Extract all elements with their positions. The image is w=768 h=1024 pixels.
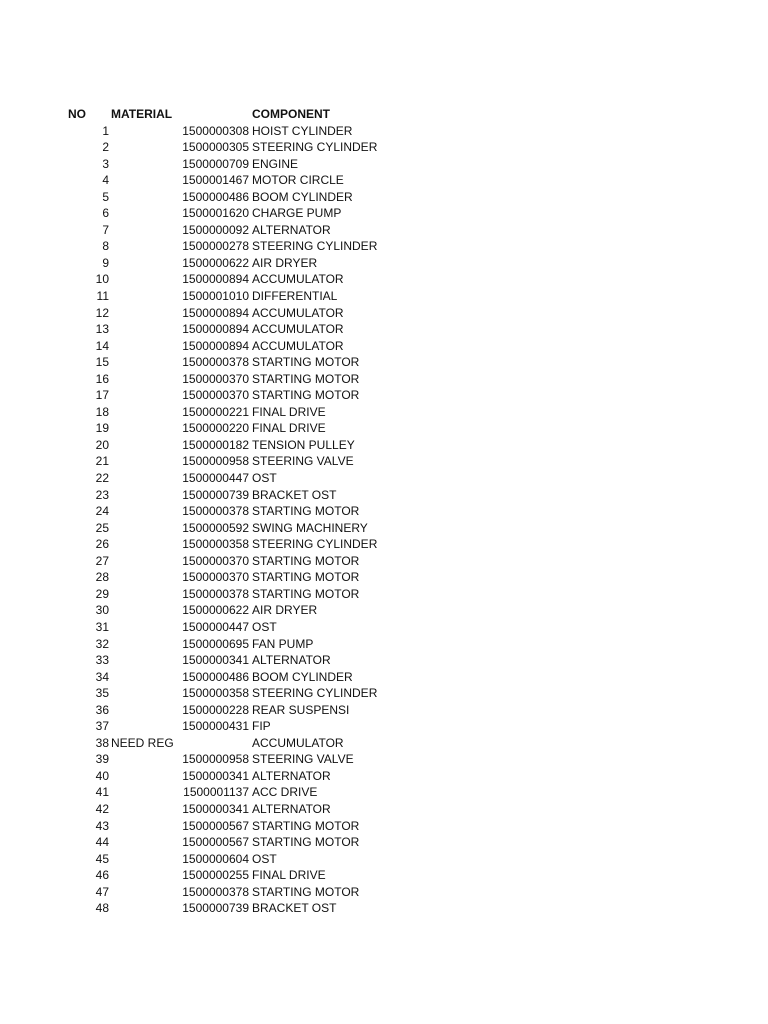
row-number: 10: [95, 272, 109, 287]
row-number: 21: [95, 454, 109, 469]
row-number: 25: [95, 520, 109, 535]
row-number: 36: [95, 702, 109, 717]
component-name: ALTERNATOR: [252, 801, 331, 816]
material-code: 1500000221: [182, 404, 249, 419]
component-name: ALTERNATOR: [252, 222, 331, 237]
table-row: [0, 851, 768, 868]
table-row: [0, 751, 768, 768]
material-code: 1500000567: [182, 835, 249, 850]
table-row: [0, 652, 768, 669]
row-number: 17: [95, 388, 109, 403]
row-number: 4: [102, 173, 109, 188]
component-name: FINAL DRIVE: [252, 421, 326, 436]
component-name: FINAL DRIVE: [252, 868, 326, 883]
table-row: [0, 470, 768, 487]
row-number: 45: [95, 851, 109, 866]
material-code: 1500000092: [182, 222, 249, 237]
material-code: 1500000308: [182, 123, 249, 138]
component-name: OST: [252, 471, 277, 486]
material-code: 1500000358: [182, 537, 249, 552]
material-code: 1500001620: [182, 206, 249, 221]
header-material: MATERIAL: [111, 107, 173, 121]
table-row: [0, 884, 768, 901]
table-row: [0, 669, 768, 686]
component-name: REAR SUSPENSI: [252, 702, 350, 717]
material-code: 1500000341: [182, 801, 249, 816]
table-row: [0, 702, 768, 719]
row-number: 29: [95, 586, 109, 601]
material-code: 1500000592: [182, 520, 249, 535]
table-row: [0, 768, 768, 785]
component-name: ENGINE: [252, 156, 299, 171]
row-number: 27: [95, 553, 109, 568]
row-number: 35: [95, 686, 109, 701]
row-number: 6: [102, 206, 109, 221]
table-row: [0, 900, 768, 917]
material-code: 1500001467: [182, 173, 249, 188]
material-code: 1500000341: [182, 653, 249, 668]
component-name: STEERING CYLINDER: [252, 239, 378, 254]
row-number: 8: [102, 239, 109, 254]
table-row: [0, 139, 768, 156]
component-name: ACCUMULATOR: [252, 305, 344, 320]
material-code: 1500000604: [182, 851, 249, 866]
component-name: TENSION PULLEY: [252, 437, 355, 452]
header-component: COMPONENT: [252, 107, 330, 121]
component-name: STEERING CYLINDER: [252, 140, 378, 155]
table-row: [0, 156, 768, 173]
component-name: STARTING MOTOR: [252, 355, 360, 370]
material-code: 1500000567: [182, 818, 249, 833]
table-body: [0, 123, 768, 917]
table-row: [0, 536, 768, 553]
component-name: AIR DRYER: [252, 603, 318, 618]
table-row: [0, 172, 768, 189]
table-row: [0, 619, 768, 636]
component-name: STARTING MOTOR: [252, 371, 360, 386]
table-row: [0, 818, 768, 835]
row-number: 44: [95, 835, 109, 850]
row-number: 40: [95, 768, 109, 783]
component-name: STARTING MOTOR: [252, 388, 360, 403]
component-name: STARTING MOTOR: [252, 884, 360, 899]
material-code: 1500000447: [182, 619, 249, 634]
table-row: [0, 636, 768, 653]
material-code: 1500000894: [182, 305, 249, 320]
component-name: CHARGE PUMP: [252, 206, 342, 221]
component-name: BOOM CYLINDER: [252, 669, 353, 684]
row-number: 46: [95, 868, 109, 883]
header-no: NO: [68, 107, 86, 121]
table-row: [0, 553, 768, 570]
table-row: [0, 437, 768, 454]
component-name: STARTING MOTOR: [252, 818, 360, 833]
row-number: 18: [95, 404, 109, 419]
row-number: 11: [96, 289, 109, 304]
material-code: 1500000358: [182, 686, 249, 701]
material-code: 1500000958: [182, 454, 249, 469]
component-name: STARTING MOTOR: [252, 835, 360, 850]
table-row: [0, 354, 768, 371]
table-row: [0, 305, 768, 322]
component-name: STEERING CYLINDER: [252, 537, 378, 552]
row-number: 39: [95, 752, 109, 767]
material-code: 1500000182: [182, 437, 249, 452]
material-code: 1500001010: [182, 289, 249, 304]
row-number: 28: [95, 570, 109, 585]
component-name: AIR DRYER: [252, 255, 318, 270]
material-code: 1500000370: [182, 388, 249, 403]
row-number: 33: [95, 653, 109, 668]
row-number: 12: [95, 305, 109, 320]
row-number: 34: [95, 669, 109, 684]
component-name: DIFFERENTIAL: [252, 289, 338, 304]
row-number: 13: [95, 322, 109, 337]
row-note: NEED REG: [111, 735, 174, 750]
component-name: STARTING MOTOR: [252, 586, 360, 601]
table-row: [0, 586, 768, 603]
row-number: 30: [95, 603, 109, 618]
row-number: 7: [102, 222, 109, 237]
material-code: 1500000341: [182, 768, 249, 783]
row-number: 20: [95, 437, 109, 452]
table-row: [0, 487, 768, 504]
table-row: [0, 288, 768, 305]
component-name: OST: [252, 851, 277, 866]
table-row: [0, 867, 768, 884]
material-code: 1500000228: [182, 702, 249, 717]
component-name: ACCUMULATOR: [252, 338, 344, 353]
material-code: 1500000486: [182, 669, 249, 684]
table-row: [0, 222, 768, 239]
material-code: 1500000739: [182, 901, 249, 916]
table-row: [0, 569, 768, 586]
component-name: BRACKET OST: [252, 901, 337, 916]
component-name: SWING MACHINERY: [252, 520, 368, 535]
table-row: [0, 453, 768, 470]
row-number: 41: [95, 785, 109, 800]
material-code: 1500000305: [182, 140, 249, 155]
material-code: 1500000958: [182, 752, 249, 767]
material-code: 1500000278: [182, 239, 249, 254]
material-code: 1500000378: [182, 504, 249, 519]
component-name: ACCUMULATOR: [252, 322, 344, 337]
material-code: 1500000486: [182, 189, 249, 204]
row-number: 5: [102, 189, 109, 204]
table-row: [0, 321, 768, 338]
component-name: BRACKET OST: [252, 487, 337, 502]
component-name: STARTING MOTOR: [252, 504, 360, 519]
row-number: 3: [102, 156, 109, 171]
row-number: 31: [95, 619, 109, 634]
component-name: FAN PUMP: [252, 636, 314, 651]
component-name: FINAL DRIVE: [252, 404, 326, 419]
table-row: [0, 387, 768, 404]
component-name: OST: [252, 619, 277, 634]
row-number: 9: [102, 255, 109, 270]
material-code: 1500000894: [182, 322, 249, 337]
row-number: 22: [95, 471, 109, 486]
component-name: FIP: [252, 719, 271, 734]
row-number: 19: [95, 421, 109, 436]
table-row: [0, 205, 768, 222]
row-number: 37: [95, 719, 109, 734]
table-row: [0, 238, 768, 255]
row-number: 24: [95, 504, 109, 519]
material-code: 1500000370: [182, 553, 249, 568]
material-code: 1500000378: [182, 586, 249, 601]
material-code: 1500000370: [182, 371, 249, 386]
component-name: STEERING VALVE: [252, 454, 354, 469]
material-code: 1500000220: [182, 421, 249, 436]
material-code: 1500000622: [182, 603, 249, 618]
row-number: 32: [95, 636, 109, 651]
table-row: [0, 784, 768, 801]
component-name: ACCUMULATOR: [252, 735, 344, 750]
row-number: 14: [95, 338, 109, 353]
component-name: HOIST CYLINDER: [252, 123, 353, 138]
material-code: 1500000370: [182, 570, 249, 585]
table-row: [0, 189, 768, 206]
table-row: [0, 123, 768, 140]
table-row: [0, 271, 768, 288]
table-row: [0, 718, 768, 735]
component-name: ACC DRIVE: [252, 785, 318, 800]
row-number: 1: [102, 123, 109, 138]
table-row: [0, 420, 768, 437]
material-code: 1500000709: [182, 156, 249, 171]
row-number: 43: [95, 818, 109, 833]
table-row: [0, 685, 768, 702]
material-code: 1500000695: [182, 636, 249, 651]
table-row: [0, 404, 768, 421]
component-name: STARTING MOTOR: [252, 553, 360, 568]
material-code: 1500000739: [182, 487, 249, 502]
row-number: 42: [95, 801, 109, 816]
table-row: [0, 602, 768, 619]
row-number: 48: [95, 901, 109, 916]
row-number: 26: [95, 537, 109, 552]
table-row: [0, 520, 768, 537]
material-code: 1500000894: [182, 338, 249, 353]
row-number: 47: [95, 884, 109, 899]
component-name: BOOM CYLINDER: [252, 189, 353, 204]
component-name: ALTERNATOR: [252, 653, 331, 668]
table-row: [0, 371, 768, 388]
component-name: ALTERNATOR: [252, 768, 331, 783]
table-row: [0, 834, 768, 851]
row-number: 16: [95, 371, 109, 386]
component-name: STARTING MOTOR: [252, 570, 360, 585]
material-code: 1500000894: [182, 272, 249, 287]
material-code: 1500000378: [182, 355, 249, 370]
row-number: 23: [95, 487, 109, 502]
table-row: [0, 801, 768, 818]
table-row: [0, 503, 768, 520]
row-number: 38: [95, 735, 109, 750]
component-table: [0, 106, 768, 917]
table-row: [0, 255, 768, 272]
material-code: 1500000431: [182, 719, 249, 734]
row-number: 2: [102, 140, 109, 155]
table-row: [0, 338, 768, 355]
material-code: 1500000447: [182, 471, 249, 486]
table-row: [0, 735, 768, 752]
row-number: 15: [95, 355, 109, 370]
component-name: STEERING CYLINDER: [252, 686, 378, 701]
material-code: 1500001137: [183, 785, 249, 800]
material-code: 1500000255: [182, 868, 249, 883]
component-name: ACCUMULATOR: [252, 272, 344, 287]
component-name: MOTOR CIRCLE: [252, 173, 344, 188]
table-header: [0, 106, 768, 123]
component-name: STEERING VALVE: [252, 752, 354, 767]
material-code: 1500000622: [182, 255, 249, 270]
material-code: 1500000378: [182, 884, 249, 899]
